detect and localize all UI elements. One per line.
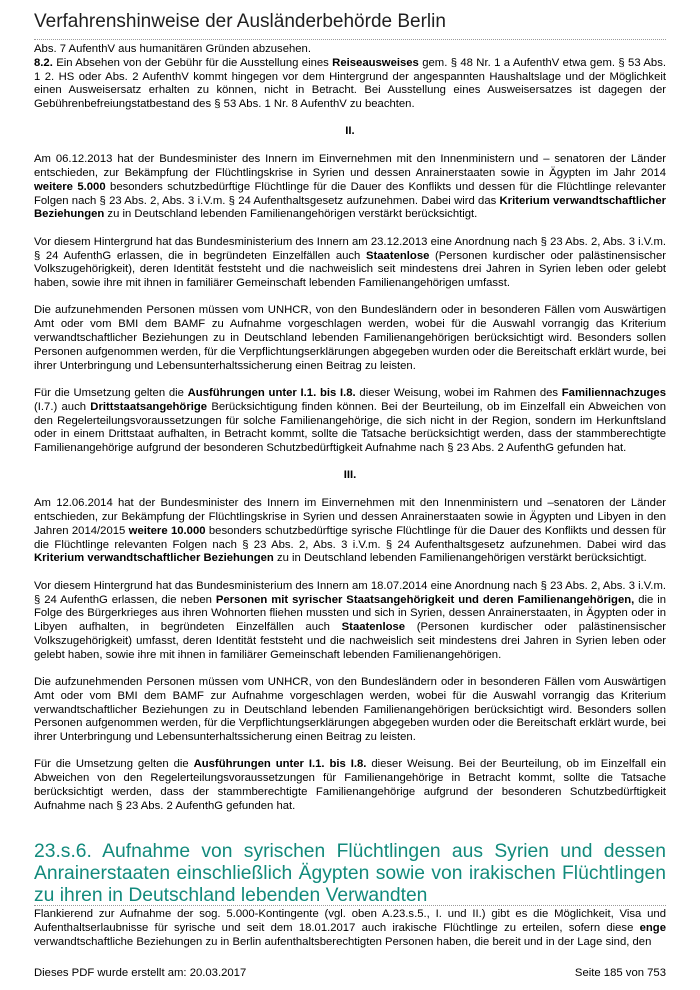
paragraph-iii-2: Vor diesem Hintergrund hat das Bundesministerium des Innern am 18.07.2014 eine Anordnung nach § 23 Abs. 2, Abs. 3 i.V.m. § 24 AufenthG erlassen, die neben Personen mit syrischer Staatsangehörigkeit und deren Familienangehörigen, die in Folge des Bürgerkrieges aus ihren Wohnorten fliehen mussten und sich in Syrien, dessen Anrainerstaaten, in Ägypten oder in Libyen aufhalten, in begründeten Einzelfällen auch Staatenlose (Personen kurdischer oder palästinensischer Volkszugehörigkeit) umfasst, deren Identität feststeht und die nachweislich seit mindestens drei Jahren in Syrien leben oder gelebt haben, sowie ihre mit ihnen in familiärer Gemeinschaft lebenden Familienangehörigen. — [34, 579, 666, 661]
paragraph-ii-3: Die aufzunehmenden Personen müssen vom UNHCR, von den Bundesländern oder in besonderen Fällen vom Auswärtigen Amt oder vom BMI dem BAMF zu Aufnahme vorgeschlagen werden, wobei für die Auswahl vorrangig das Kriterium verwandtschaftlicher Beziehungen zu in Deutschland lebenden Familienangehörigen berücksichtigt wird. Besonders sollen Personen aufgenommen werden, für die Verpflichtungserklärungen abgegeben wurden oder die Bereitschaft erklärt wurde, bei ihrer Unterbringung und Lebensunterhaltssicherung einen Beitrag zu leisten. — [34, 304, 666, 372]
paragraph-iii-1: Am 12.06.2014 hat der Bundesminister des Innern im Einvernehmen mit den Innenministern und –senatoren der Länder entschieden, zur Bekämpfung der Flüchtlingskrise in Syrien und dessen Anrainerstaaten sowie in Ägypten und Libyen in den Jahren 2014/2015 weitere 10.000 besonders schutzbedürftige syrische Flüchtlinge für die Dauer des Konflikts und dessen für die Flüchtlinge relevanten Folgen nach § 23 Abs. 2, Abs. 3 i.V.m. § 24 Aufenthaltsgesetz aufzunehmen. Dabei wird das Kriterium verwandtschaftlicher Beziehungen zu in Deutschland lebenden Familienangehörigen verstärkt berücksichtigt. — [34, 497, 666, 565]
footer-page-number: Seite 185 von 753 — [574, 967, 666, 979]
paragraph-8-2: 8.2. Ein Absehen von der Gebühr für die Ausstellung eines Reiseausweises gem. § 48 Nr. 1 a AufenthV etwa gem. § 53 Abs. 1 2. HS oder Abs. 2 AufenthV kommt hingegen vor dem Hintergrund der angespannten Haushaltslage und der Möglichkeit einen Ausweisersatz erhalten zu können, nicht in Betracht. Bei Ausstellung eines Ausweisersatzes ist dagegen der Gebührenbefreiungstatbestand des § 53 Abs. 1 Nr. 8 AufenthV zu beachten. — [34, 56, 666, 111]
paragraph-ii-2: Vor diesem Hintergrund hat das Bundesministerium des Innern am 23.12.2013 eine Anordnung nach § 23 Abs. 2, Abs. 3 i.V.m. § 24 AufenthG erlassen, die in begründeten Einzelfällen auch Staatenlose (Personen kurdischer oder palästinensischer Volkszugehörigkeit), deren Identität feststeht und die nachweislich seit mindestens drei Jahren in Syrien leben oder gelebt haben, sowie ihre mit ihnen in familiärer Gemeinschaft lebenden Familienangehörigen umfasst. — [34, 235, 666, 290]
section-body — [34, 908, 666, 949]
paragraph-ii-1: Am 06.12.2013 hat der Bundesminister des Innern im Einvernehmen mit den Innenministern und – senatoren der Länder entschieden, zur Bekämpfung der Flüchtlingskrise in Syrien und dessen Anrainerstaaten sowie in Ägypten im Jahr 2014 weitere 5.000 besonders schutzbedürftige Flüchtlinge für die Dauer des Konflikts und dessen für die Flüchtlinge relevanter Folgen nach § 23 Abs. 2, Abs. 3 i.V.m. § 24 Aufenthaltsgesetz aufzunehmen. Dabei wird das Kriterium verwandtschaftlicher Beziehungen zu in Deutschland lebenden Familienangehörigen verstärkt berücksichtigt. — [34, 153, 667, 221]
paragraph-ii-4: Für die Umsetzung gelten die Ausführungen unter I.1. bis I.8. dieser Weisung, wobei im Rahmen des Familiennachzuges (I.7.) auch Drittstaatsangehörige Berücksichtigung finden können. Bei der Beurteilung, ob im Einzelfall ein Abweichen von den Regelerteilungsvoraussetzungen für solche Familienangehörige, die sich nicht in der Region, sondern im Herkunftsland oder in einem Drittstaat aufhalten, in Betracht kommt, sollte die Tatsache berücksichtigt werden, dass der stammberechtigte Familienangehörige aufgrund der besonderen Schutzbedürftigkeit Aufnahme nach § 23 Abs. 2 AufenthG gefunden hat. — [34, 386, 666, 455]
roman-heading-ii: II. — [345, 125, 355, 138]
section-divider — [34, 905, 666, 906]
paragraph-iii-3: Die aufzunehmenden Personen müssen vom UNHCR, von den Bundesländern oder in besonderen Fällen vom Auswärtigen Amt oder vom BMI dem BAMF zur Aufnahme vorgeschlagen werden, wobei für die Auswahl vorrangig das Kriterium verwandtschaftlicher Beziehungen zu in Deutschland lebenden Familienangehörigen berücksichtigt wird. Besonders sollen Personen aufgenommen werden, für die Verpflichtungserklärungen abgegeben wurden oder die Bereitschaft erklärt wurde, bei ihrer Unterbringung und Lebensunterhaltssicherung einen Beitrag zu leisten. — [34, 675, 666, 744]
page-header-title: Verfahrenshinweise der Ausländerbehörde Berlin — [34, 11, 446, 32]
header-divider — [34, 39, 666, 40]
roman-heading-iii: III. — [343, 469, 357, 482]
main-content — [34, 43, 666, 827]
section-paragraph: Flankierend zur Aufnahme der sog. 5.000-Kontingente (vgl. oben A.23.s.5., I. und II.) gibt es die Möglichkeit, Visa und Aufenthaltserlaubnisse für syrische und seit dem 18.01.2017 auch irakische Flüchtlinge zu erteilen, sofern diese enge verwandtschaftliche Beziehungen zu in Berlin aufenthaltsberechtigten Personen haben, die bereit und in der Lage sind, den — [34, 908, 666, 948]
footer-created-date: Dieses PDF wurde erstellt am: 20.03.2017 — [34, 967, 247, 979]
section-number: 8.2. — [34, 56, 53, 69]
paragraph-intro: Abs. 7 AufenthV aus humanitären Gründen abzusehen. — [34, 43, 311, 55]
section-heading: 23.s.6. Aufnahme von syrischen Flüchtlingen aus Syrien und dessen Anrainerstaaten einschließlich Ägypten sowie von irakischen Flüchtlingen zu ihren in Deutschland lebenden Verwandten — [34, 841, 666, 906]
paragraph-iii-4: Für die Umsetzung gelten die Ausführungen unter I.1. bis I.8. dieser Weisung. Bei der Beurteilung, ob im Einzelfall ein Abweichen von den Regelerteilungsvoraussetzungen für Familienangehörige in Betracht kommt, sollte die Tatsache berücksichtigt werden, dass der stammberechtigte Familienangehörige aufgrund der besonderen Schutzbedürftigkeit Aufnahme nach § 23 Abs. 2 AufenthG gefunden hat. — [34, 758, 667, 812]
